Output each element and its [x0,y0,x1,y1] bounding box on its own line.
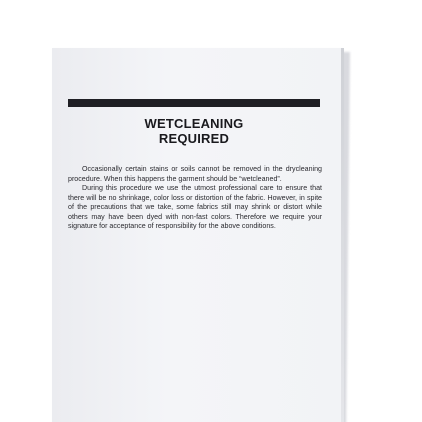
top-black-bar [68,99,320,107]
title-line-2: REQUIRED [158,131,230,146]
paragraph-2: During this procedure we use the utmost professional care to ensure that there will be no shrinkage, color loss or distortion of the fabric. However, in spite of the precautions that we take, some fabrics still may shrink or distort while others may have been dyed with non-fast colors. Therefore we require your signature for acceptance of responsibility for the above conditions. [68,184,322,230]
title-line-1: WETCLEANING [144,116,244,131]
tag-title [68,116,320,146]
paragraph-1: Occasionally certain stains or soils cannot be removed in the drycleaning procedure. When this happens the garment should be “wetcleaned”. [68,165,322,183]
tag-body [68,165,322,232]
